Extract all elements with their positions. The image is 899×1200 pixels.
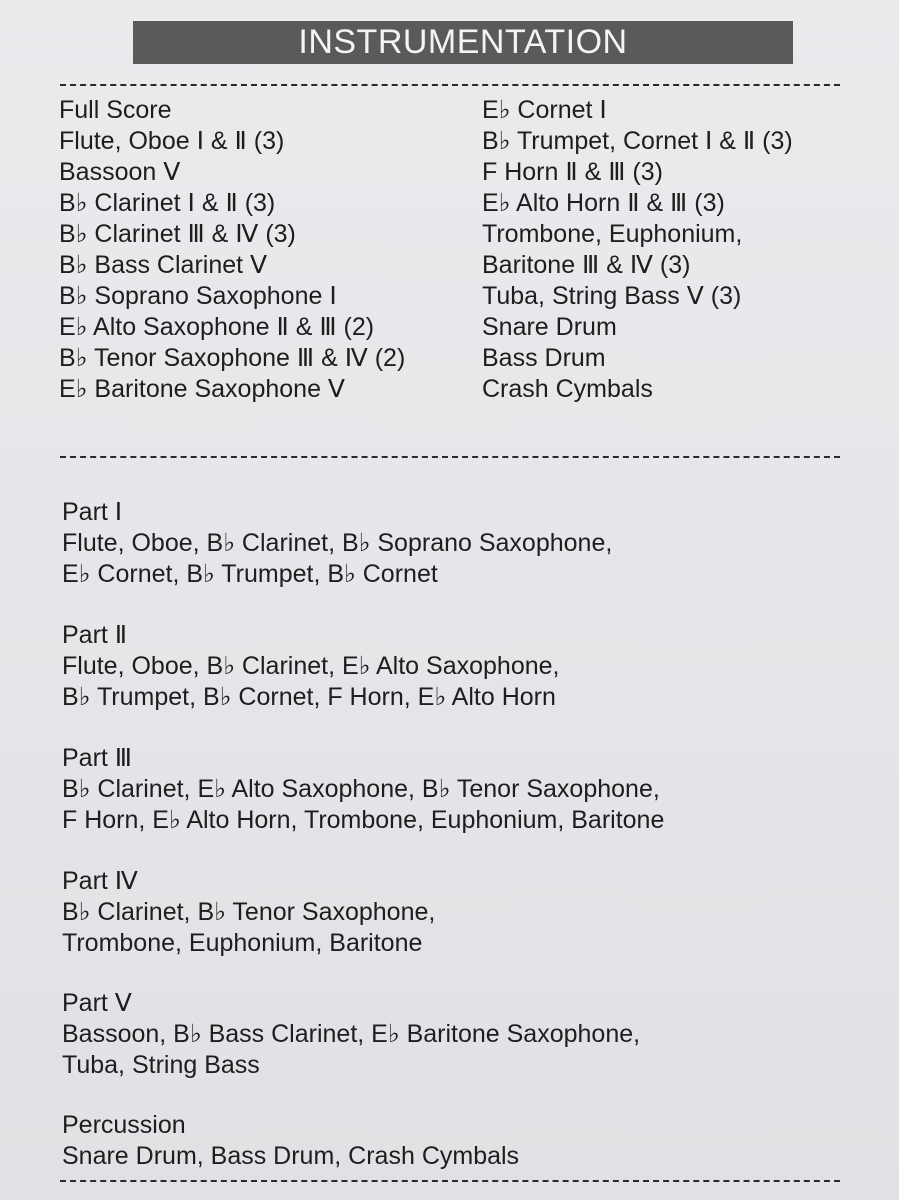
part-heading: Part Ⅳ xyxy=(62,867,138,895)
instrument-item: E♭ Alto Saxophone Ⅱ & Ⅲ (2) xyxy=(59,313,375,341)
dashed-divider-bottom xyxy=(60,1180,840,1182)
dashed-divider-middle xyxy=(60,456,840,458)
instrument-item: Tuba, String Bass Ⅴ (3) xyxy=(482,282,742,310)
part-line: Flute, Oboe, B♭ Clarinet, E♭ Alto Saxophone, xyxy=(62,652,560,680)
part-line: B♭ Trumpet, B♭ Cornet, F Horn, E♭ Alto Horn xyxy=(62,683,556,711)
instrument-item: F Horn Ⅱ & Ⅲ (3) xyxy=(482,158,663,186)
instrument-item: Crash Cymbals xyxy=(482,375,653,403)
instrument-item: Full Score xyxy=(59,96,172,124)
dashed-divider-top xyxy=(60,84,840,86)
part-line: B♭ Clarinet, E♭ Alto Saxophone, B♭ Tenor Saxophone, xyxy=(62,775,660,803)
percussion-section xyxy=(62,1110,519,1172)
instrument-item: Flute, Oboe Ⅰ & Ⅱ (3) xyxy=(59,127,285,155)
page-title: INSTRUMENTATION xyxy=(133,21,793,64)
instrument-item: E♭ Cornet Ⅰ xyxy=(482,96,607,124)
instrument-list-left xyxy=(59,95,405,405)
part-1-section xyxy=(62,497,612,590)
part-3-section xyxy=(62,743,664,836)
instrument-item: B♭ Trumpet, Cornet Ⅰ & Ⅱ (3) xyxy=(482,127,793,155)
part-line: Bassoon, B♭ Bass Clarinet, E♭ Baritone Saxophone, xyxy=(62,1020,641,1048)
instrument-item: B♭ Tenor Saxophone Ⅲ & Ⅳ (2) xyxy=(59,344,406,372)
part-2-section xyxy=(62,620,559,713)
part-5-section xyxy=(62,988,640,1081)
part-line: E♭ Cornet, B♭ Trumpet, B♭ Cornet xyxy=(62,560,438,588)
part-line: F Horn, E♭ Alto Horn, Trombone, Euphonium, Baritone xyxy=(62,806,665,834)
instrument-list-right xyxy=(482,95,793,405)
instrument-item: B♭ Clarinet Ⅲ & Ⅳ (3) xyxy=(59,220,296,248)
instrument-item: Baritone Ⅲ & Ⅳ (3) xyxy=(482,251,691,279)
instrument-item: Trombone, Euphonium, xyxy=(482,220,743,248)
part-heading: Part Ⅴ xyxy=(62,989,132,1017)
instrument-item: B♭ Soprano Saxophone Ⅰ xyxy=(59,282,337,310)
instrument-item: Bassoon Ⅴ xyxy=(59,158,181,186)
part-line: Tuba, String Bass xyxy=(62,1051,260,1079)
part-line: Flute, Oboe, B♭ Clarinet, B♭ Soprano Saxophone, xyxy=(62,529,613,557)
part-heading: Part Ⅰ xyxy=(62,498,123,526)
part-line: B♭ Clarinet, B♭ Tenor Saxophone, xyxy=(62,898,436,926)
part-heading: Part Ⅱ xyxy=(62,621,128,649)
part-heading: Percussion xyxy=(62,1111,186,1139)
instrument-item: B♭ Bass Clarinet Ⅴ xyxy=(59,251,268,279)
part-line: Snare Drum, Bass Drum, Crash Cymbals xyxy=(62,1142,520,1170)
instrument-item: E♭ Alto Horn Ⅱ & Ⅲ (3) xyxy=(482,189,725,217)
instrument-item: Bass Drum xyxy=(482,344,606,372)
instrument-item: B♭ Clarinet Ⅰ & Ⅱ (3) xyxy=(59,189,276,217)
instrument-item: Snare Drum xyxy=(482,313,617,341)
part-4-section xyxy=(62,866,435,959)
instrument-item: E♭ Baritone Saxophone Ⅴ xyxy=(59,375,346,403)
part-line: Trombone, Euphonium, Baritone xyxy=(62,929,423,957)
part-heading: Part Ⅲ xyxy=(62,744,133,772)
